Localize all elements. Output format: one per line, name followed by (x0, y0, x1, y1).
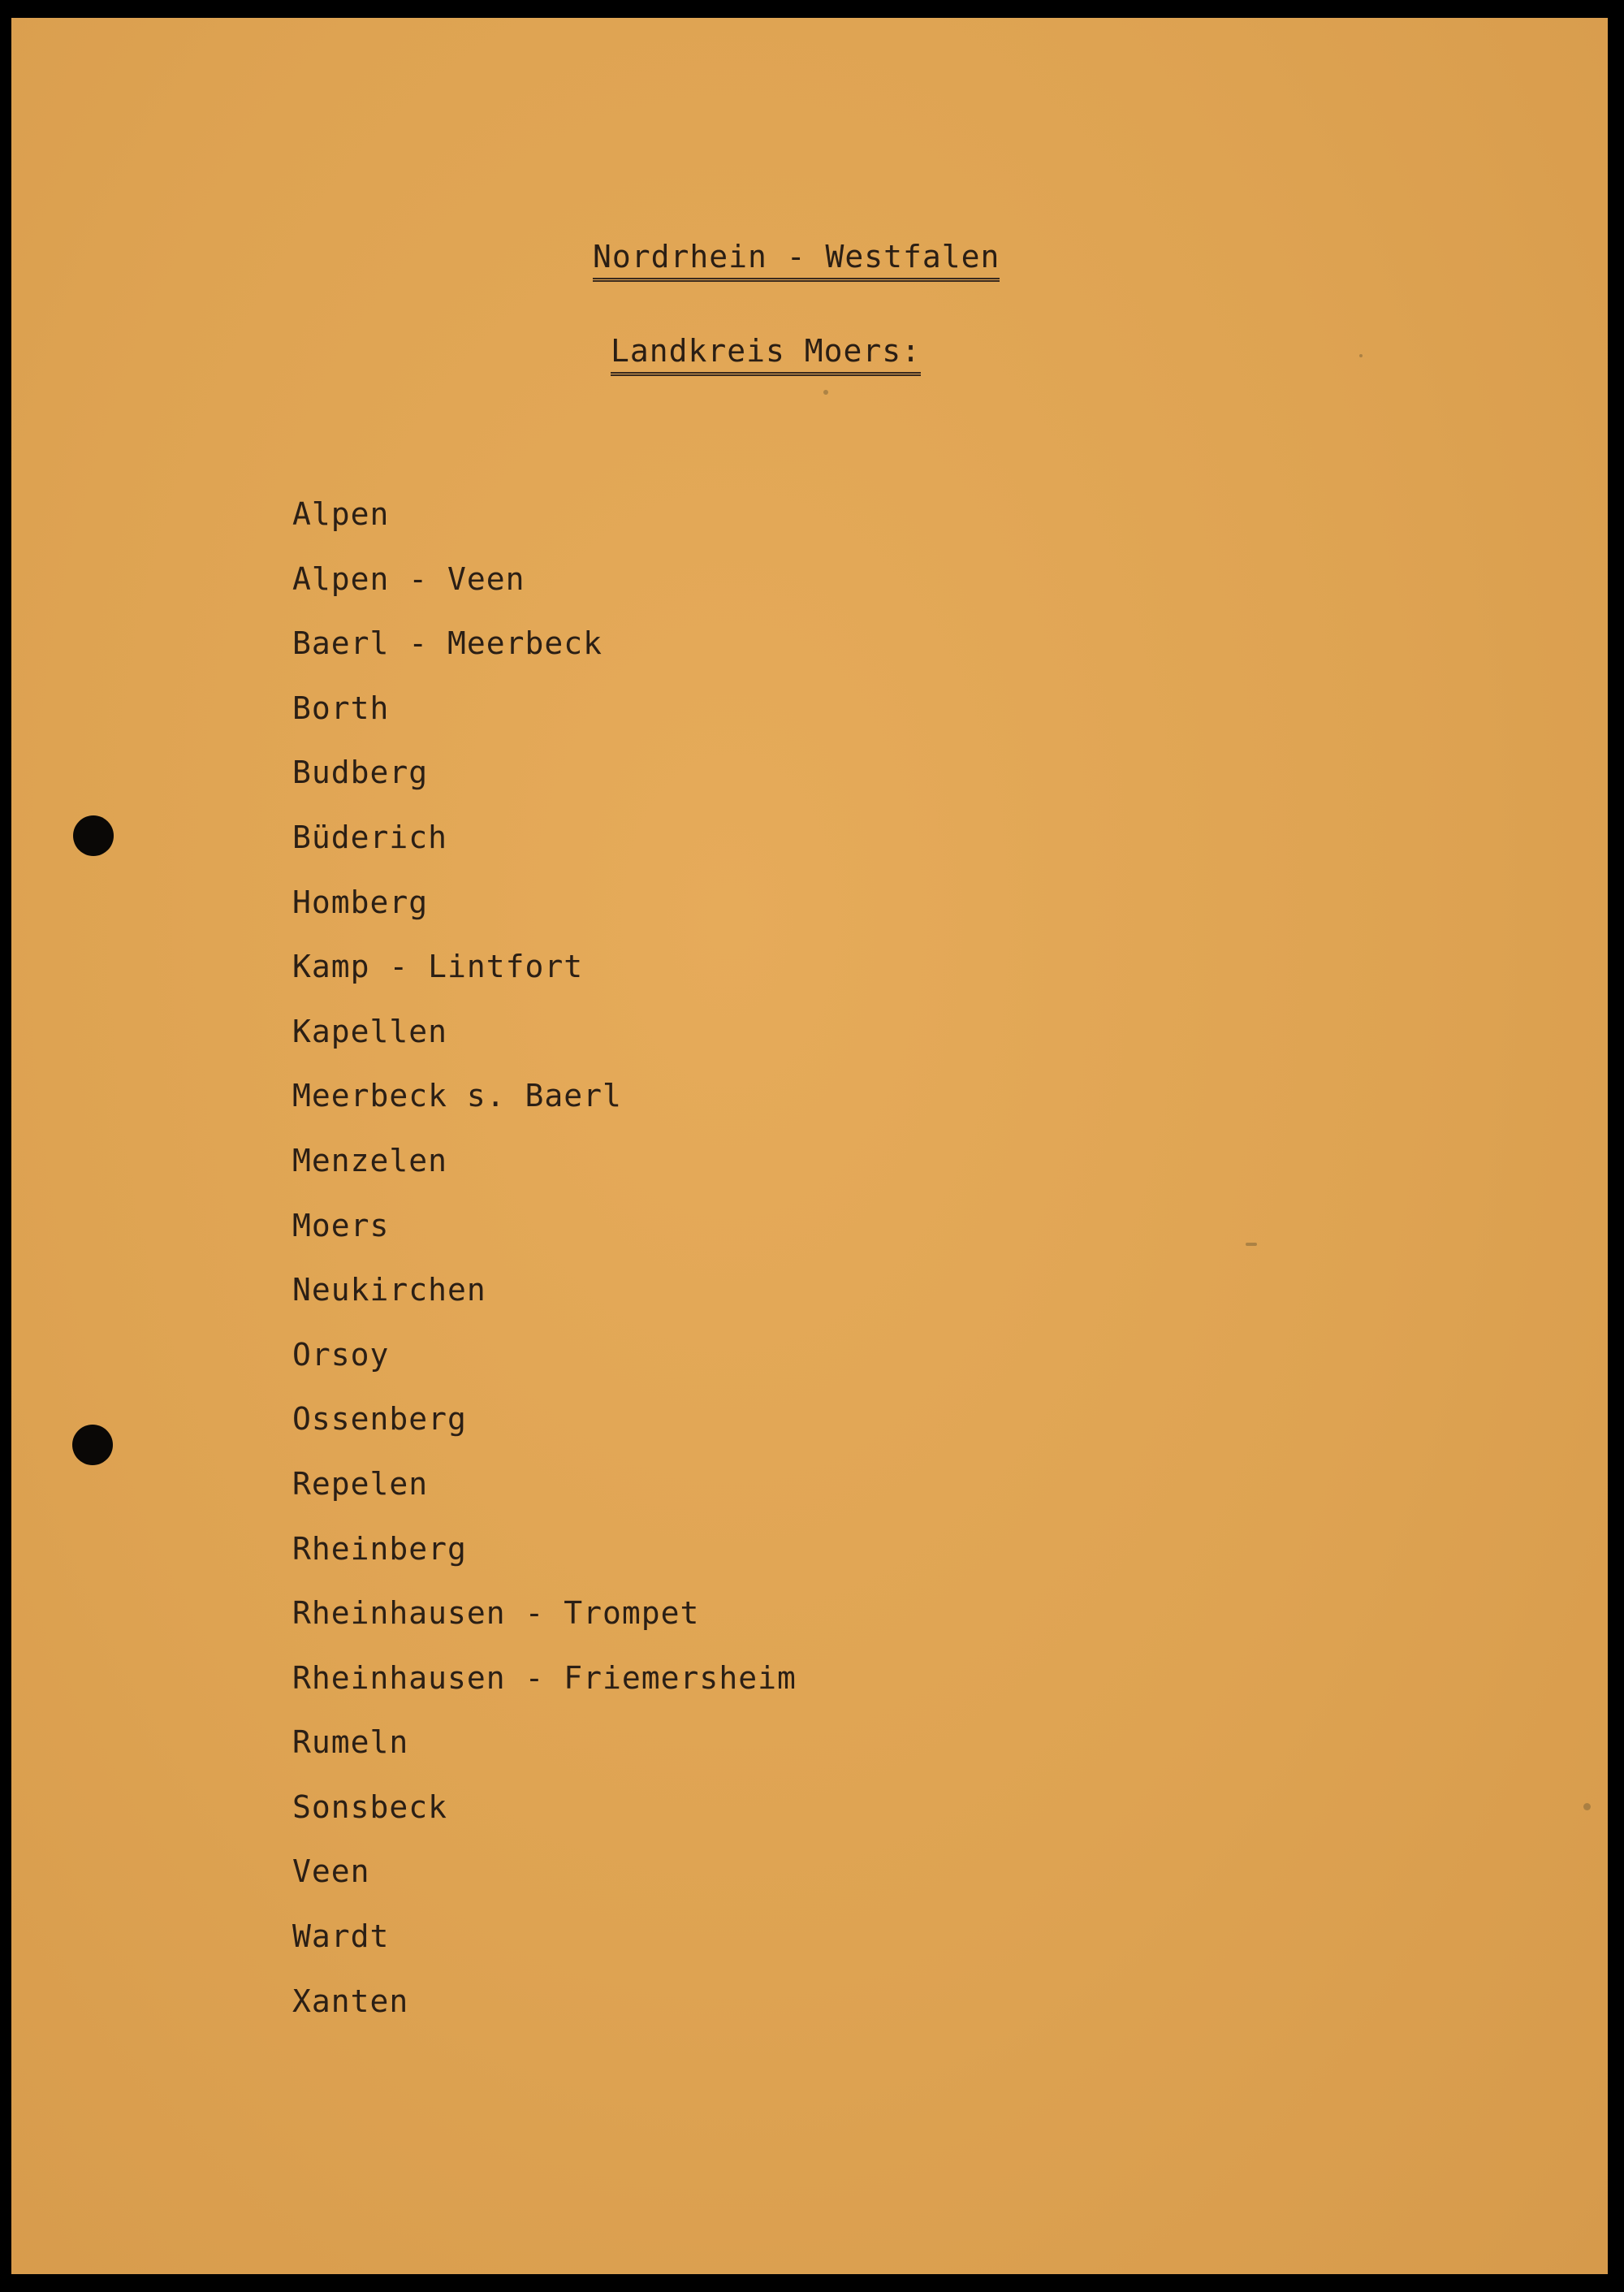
list-item: Sonsbeck (292, 1788, 448, 1825)
place-list (292, 482, 797, 2034)
list-item: Xanten (292, 1983, 409, 2019)
paper-speck (1359, 354, 1363, 357)
list-item: Kamp - Lintfort (292, 949, 584, 985)
list-item: Kapellen (292, 1013, 448, 1049)
list-item: Menzelen (292, 1142, 448, 1178)
page-subtitle: Landkreis Moers: (611, 333, 921, 376)
list-item: Veen (292, 1853, 370, 1890)
list-item: Rumeln (292, 1724, 409, 1761)
punch-hole (73, 815, 114, 856)
list-item: Borth (292, 690, 390, 726)
list-item: Homberg (292, 884, 429, 920)
paper-speck (1246, 1243, 1257, 1246)
list-item: Rheinberg (292, 1530, 467, 1567)
list-item: Moers (292, 1207, 390, 1243)
list-item: Rheinhausen - Trompet (292, 1595, 700, 1632)
list-item: Meerbeck s. Baerl (292, 1078, 622, 1114)
list-item: Rheinhausen - Friemersheim (292, 1659, 797, 1696)
paper-sheet (11, 18, 1608, 2274)
list-item: Wardt (292, 1918, 390, 1955)
list-item: Neukirchen (292, 1272, 486, 1308)
list-item: Büderich (292, 819, 448, 855)
list-item: Alpen (292, 496, 390, 532)
list-item: Alpen - Veen (292, 560, 525, 597)
list-item: Budberg (292, 755, 429, 791)
list-item: Orsoy (292, 1336, 390, 1373)
list-item: Ossenberg (292, 1401, 467, 1438)
punch-hole (72, 1425, 113, 1465)
page-title: Nordrhein - Westfalen (593, 239, 1000, 282)
paper-speck (823, 390, 828, 395)
paper-speck (1583, 1803, 1591, 1810)
list-item: Repelen (292, 1465, 429, 1502)
list-item: Baerl - Meerbeck (292, 625, 603, 662)
